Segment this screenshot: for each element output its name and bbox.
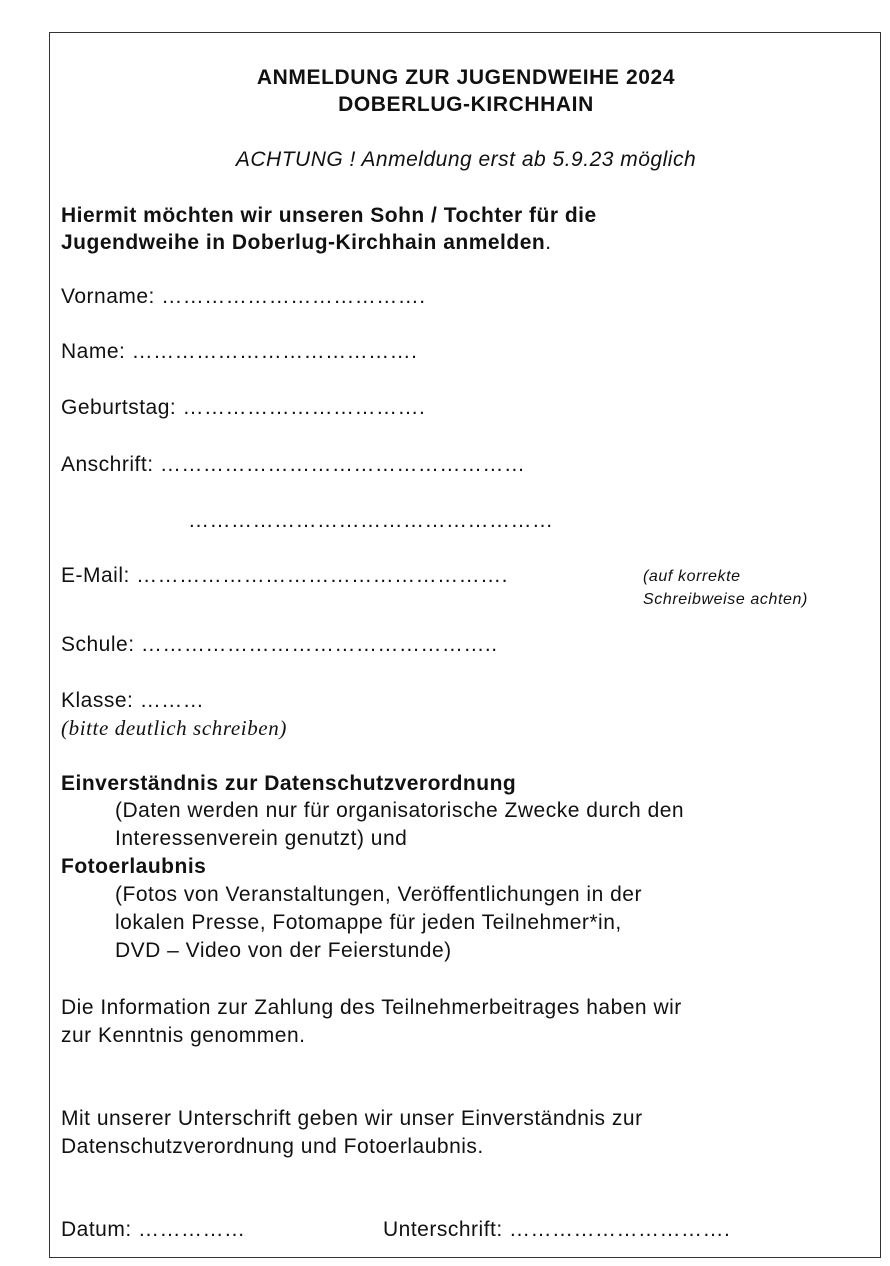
intro-text [61, 202, 597, 256]
payment-info [61, 994, 682, 1050]
payment-line-1: Die Information zur Zahlung des Teilnehmerbeitrages haben wir [61, 996, 682, 1019]
signature-statement-line-2: Datenschutzverordnung und Fotoerlaubnis. [61, 1135, 484, 1158]
form-frame [49, 32, 881, 1258]
name-field[interactable]: Name: …………………………………. [61, 340, 418, 363]
klasse-field[interactable]: Klasse: ……… [61, 689, 205, 712]
email-hint-line-2: Schreibweise achten) [643, 591, 808, 608]
intro-line-2-period: . [545, 231, 552, 254]
fotoerlaubnis-text [115, 881, 642, 965]
form-title: ANMELDUNG ZUR JUGENDWEIHE 2024 [256, 66, 676, 89]
klasse-hint: (bitte deutlich schreiben) [61, 716, 287, 740]
payment-line-2: zur Kenntnis genommen. [61, 1024, 306, 1047]
fotoerlaubnis-line-2: lokalen Presse, Fotomappe für jeden Teilnehmer*in, [115, 911, 622, 934]
signature-statement-line-1: Mit unserer Unterschrift geben wir unser Einverständnis zur [61, 1107, 643, 1130]
anschrift-field-line-2[interactable]: …………………………………………… [188, 509, 554, 532]
intro-line-2 [61, 229, 597, 256]
unterschrift-field[interactable]: Unterschrift: …………………………. [383, 1218, 731, 1241]
registration-notice: ACHTUNG ! Anmeldung erst ab 5.9.23 möglich [235, 148, 697, 171]
form-subtitle-location: DOBERLUG-KIRCHHAIN [338, 93, 594, 116]
datum-field[interactable]: Datum: …………… [61, 1218, 246, 1241]
email-hint-line-1: (auf korrekte [643, 568, 741, 585]
datenschutz-line-2: Interessenverein genutzt) und [115, 827, 408, 850]
datenschutz-title: Einverständnis zur Datenschutzverordnung [61, 772, 517, 795]
vorname-field[interactable]: Vorname: ………………………………. [61, 285, 426, 308]
datenschutz-line-1: (Daten werden nur für organisatorische Zwecke durch den [115, 799, 685, 822]
fotoerlaubnis-title: Fotoerlaubnis [61, 855, 207, 878]
fotoerlaubnis-line-1: (Fotos von Veranstaltungen, Veröffentlichungen in der [115, 883, 642, 906]
anschrift-field[interactable]: Anschrift: …………………………………………… [61, 453, 526, 476]
schule-field[interactable]: Schule: ………………………………………….. [61, 633, 498, 656]
email-hint [643, 565, 808, 611]
datenschutz-text [115, 797, 684, 853]
email-field[interactable]: E-Mail: ……………………………………………. [61, 564, 509, 587]
signature-statement [61, 1105, 643, 1161]
intro-line-1: Hiermit möchten wir unseren Sohn / Tochter für die [61, 204, 597, 227]
fotoerlaubnis-line-3: DVD – Video von der Feierstunde) [115, 939, 452, 962]
intro-line-2-text: Jugendweihe in Doberlug-Kirchhain anmelden [61, 231, 546, 254]
geburtstag-field[interactable]: Geburtstag: ……………………………. [61, 396, 426, 419]
